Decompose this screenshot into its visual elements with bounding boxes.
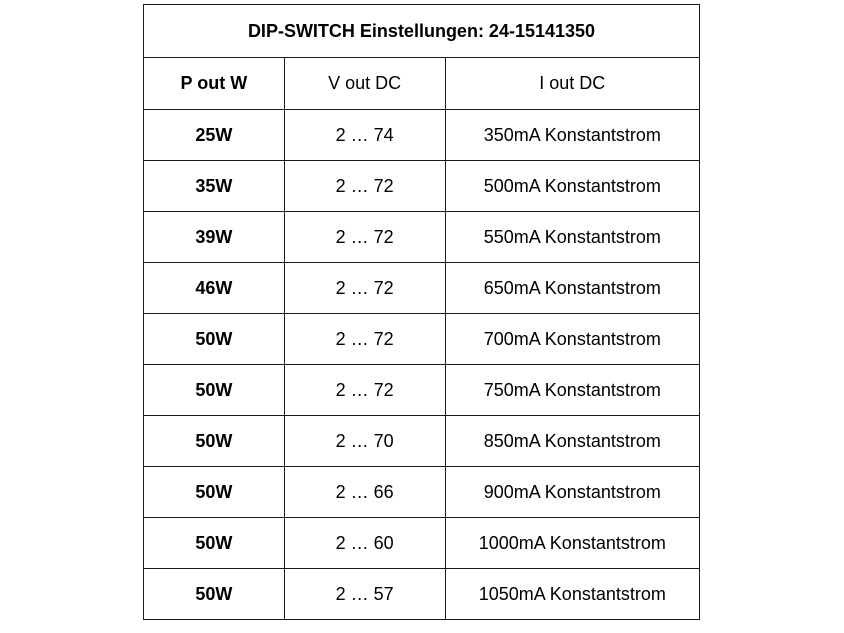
cell-i-out: 1050mA Konstantstrom	[445, 569, 699, 620]
cell-v-out: 2 … 72	[284, 212, 445, 263]
cell-p-out: 35W	[144, 161, 285, 212]
cell-i-out: 850mA Konstantstrom	[445, 416, 699, 467]
table-row	[144, 416, 700, 467]
header-p-out: P out W	[144, 58, 285, 110]
table-row	[144, 212, 700, 263]
cell-p-out: 50W	[144, 569, 285, 620]
table-row	[144, 518, 700, 569]
cell-p-out: 50W	[144, 416, 285, 467]
header-row	[144, 58, 700, 110]
cell-i-out: 650mA Konstantstrom	[445, 263, 699, 314]
table-body	[144, 110, 700, 620]
table-row	[144, 110, 700, 161]
cell-i-out: 750mA Konstantstrom	[445, 365, 699, 416]
cell-i-out: 550mA Konstantstrom	[445, 212, 699, 263]
cell-v-out: 2 … 72	[284, 314, 445, 365]
title-row	[144, 5, 700, 58]
header-v-out: V out DC	[284, 58, 445, 110]
table-row	[144, 569, 700, 620]
header-i-out: I out DC	[445, 58, 699, 110]
cell-p-out: 25W	[144, 110, 285, 161]
cell-p-out: 50W	[144, 314, 285, 365]
cell-i-out: 900mA Konstantstrom	[445, 467, 699, 518]
cell-i-out: 1000mA Konstantstrom	[445, 518, 699, 569]
cell-i-out: 700mA Konstantstrom	[445, 314, 699, 365]
cell-v-out: 2 … 57	[284, 569, 445, 620]
cell-v-out: 2 … 66	[284, 467, 445, 518]
cell-v-out: 2 … 72	[284, 263, 445, 314]
cell-p-out: 46W	[144, 263, 285, 314]
table-row	[144, 161, 700, 212]
cell-p-out: 50W	[144, 365, 285, 416]
cell-i-out: 350mA Konstantstrom	[445, 110, 699, 161]
cell-v-out: 2 … 74	[284, 110, 445, 161]
cell-v-out: 2 … 60	[284, 518, 445, 569]
table-row	[144, 263, 700, 314]
cell-v-out: 2 … 72	[284, 365, 445, 416]
cell-p-out: 39W	[144, 212, 285, 263]
cell-p-out: 50W	[144, 518, 285, 569]
table-row	[144, 467, 700, 518]
table-row	[144, 365, 700, 416]
table-row	[144, 314, 700, 365]
cell-v-out: 2 … 72	[284, 161, 445, 212]
table-title: DIP-SWITCH Einstellungen: 24-15141350	[144, 5, 700, 58]
cell-i-out: 500mA Konstantstrom	[445, 161, 699, 212]
cell-v-out: 2 … 70	[284, 416, 445, 467]
dip-switch-table	[143, 4, 700, 620]
cell-p-out: 50W	[144, 467, 285, 518]
